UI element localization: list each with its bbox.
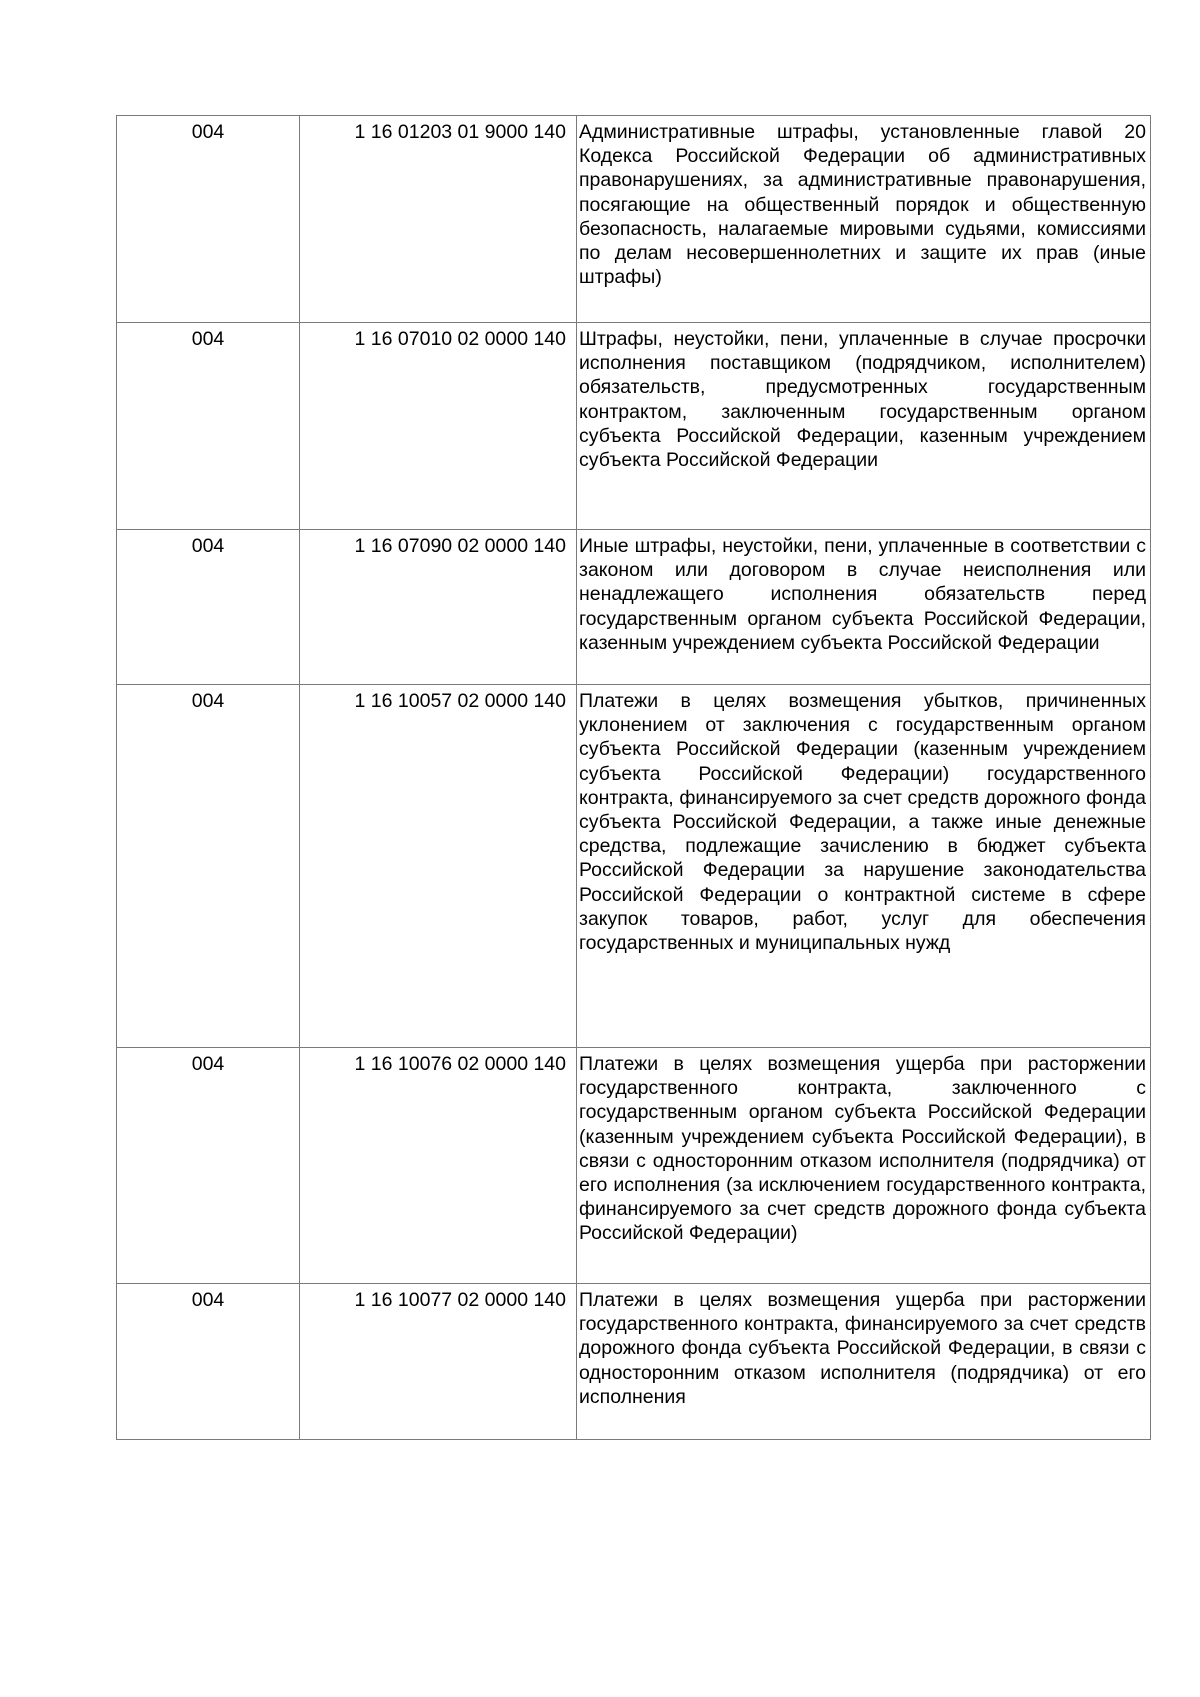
table-row xyxy=(117,685,1151,1048)
admin-code-cell: 004 xyxy=(117,685,300,1048)
admin-code-cell: 004 xyxy=(117,1048,300,1284)
admin-code-cell: 004 xyxy=(117,1284,300,1440)
kbk-code-cell: 1 16 07090 02 0000 140 xyxy=(300,530,577,685)
table-row xyxy=(117,1284,1151,1440)
admin-code-cell: 004 xyxy=(117,530,300,685)
revenue-name-cell: Штрафы, неустойки, пени, уплаченные в случае просрочки исполнения поставщиком (подрядчиком, исполнителем) обязательств, предусмотренных государственным контрактом, заключенным государственным органом субъекта Российской Федерации, казенным учреждением субъекта Российской Федерации xyxy=(577,323,1151,530)
table-row xyxy=(117,530,1151,685)
kbk-code-cell: 1 16 10076 02 0000 140 xyxy=(300,1048,577,1284)
revenue-codes-table xyxy=(116,115,1151,1440)
kbk-code-cell: 1 16 01203 01 9000 140 xyxy=(300,116,577,323)
table-row xyxy=(117,116,1151,323)
kbk-code-cell: 1 16 07010 02 0000 140 xyxy=(300,323,577,530)
revenue-name-cell: Платежи в целях возмещения убытков, причиненных уклонением от заключения с государственным органом субъекта Российской Федерации (казенным учреждением субъекта Российской Федерации) государственного контракта, финансируемого за счет средств дорожного фонда субъекта Российской Федерации, а также иные денежные средства, подлежащие зачислению в бюджет субъекта Российской Федерации за нарушение законодательства Российской Федерации о контрактной системе в сфере закупок товаров, работ, услуг для обеспечения государственных и муниципальных нужд xyxy=(577,685,1151,1048)
admin-code-cell: 004 xyxy=(117,116,300,323)
admin-code-cell: 004 xyxy=(117,323,300,530)
revenue-name-cell: Платежи в целях возмещения ущерба при расторжении государственного контракта, заключенного с государственным органом субъекта Российской Федерации (казенным учреждением субъекта Российской Федерации), в связи с односторонним отказом исполнителя (подрядчика) от его исполнения (за исключением государственного контракта, финансируемого за счет средств дорожного фонда субъекта Российской Федерации) xyxy=(577,1048,1151,1284)
revenue-name-cell: Административные штрафы, установленные главой 20 Кодекса Российской Федерации об административных правонарушениях, за административные правонарушения, посягающие на общественный порядок и общественную безопасность, налагаемые мировыми судьями, комиссиями по делам несовершеннолетних и защите их прав (иные штрафы) xyxy=(577,116,1151,323)
revenue-name-cell: Платежи в целях возмещения ущерба при расторжении государственного контракта, финансируемого за счет средств дорожного фонда субъекта Российской Федерации, в связи с односторонним отказом исполнителя (подрядчика) от его исполнения xyxy=(577,1284,1151,1440)
table-row xyxy=(117,323,1151,530)
kbk-code-cell: 1 16 10057 02 0000 140 xyxy=(300,685,577,1048)
table-row xyxy=(117,1048,1151,1284)
revenue-name-cell: Иные штрафы, неустойки, пени, уплаченные в соответствии с законом или договором в случае неисполнения или ненадлежащего исполнения обязательств перед государственным органом субъекта Российской Федерации, казенным учреждением субъекта Российской Федерации xyxy=(577,530,1151,685)
kbk-code-cell: 1 16 10077 02 0000 140 xyxy=(300,1284,577,1440)
table-body xyxy=(117,116,1151,1440)
